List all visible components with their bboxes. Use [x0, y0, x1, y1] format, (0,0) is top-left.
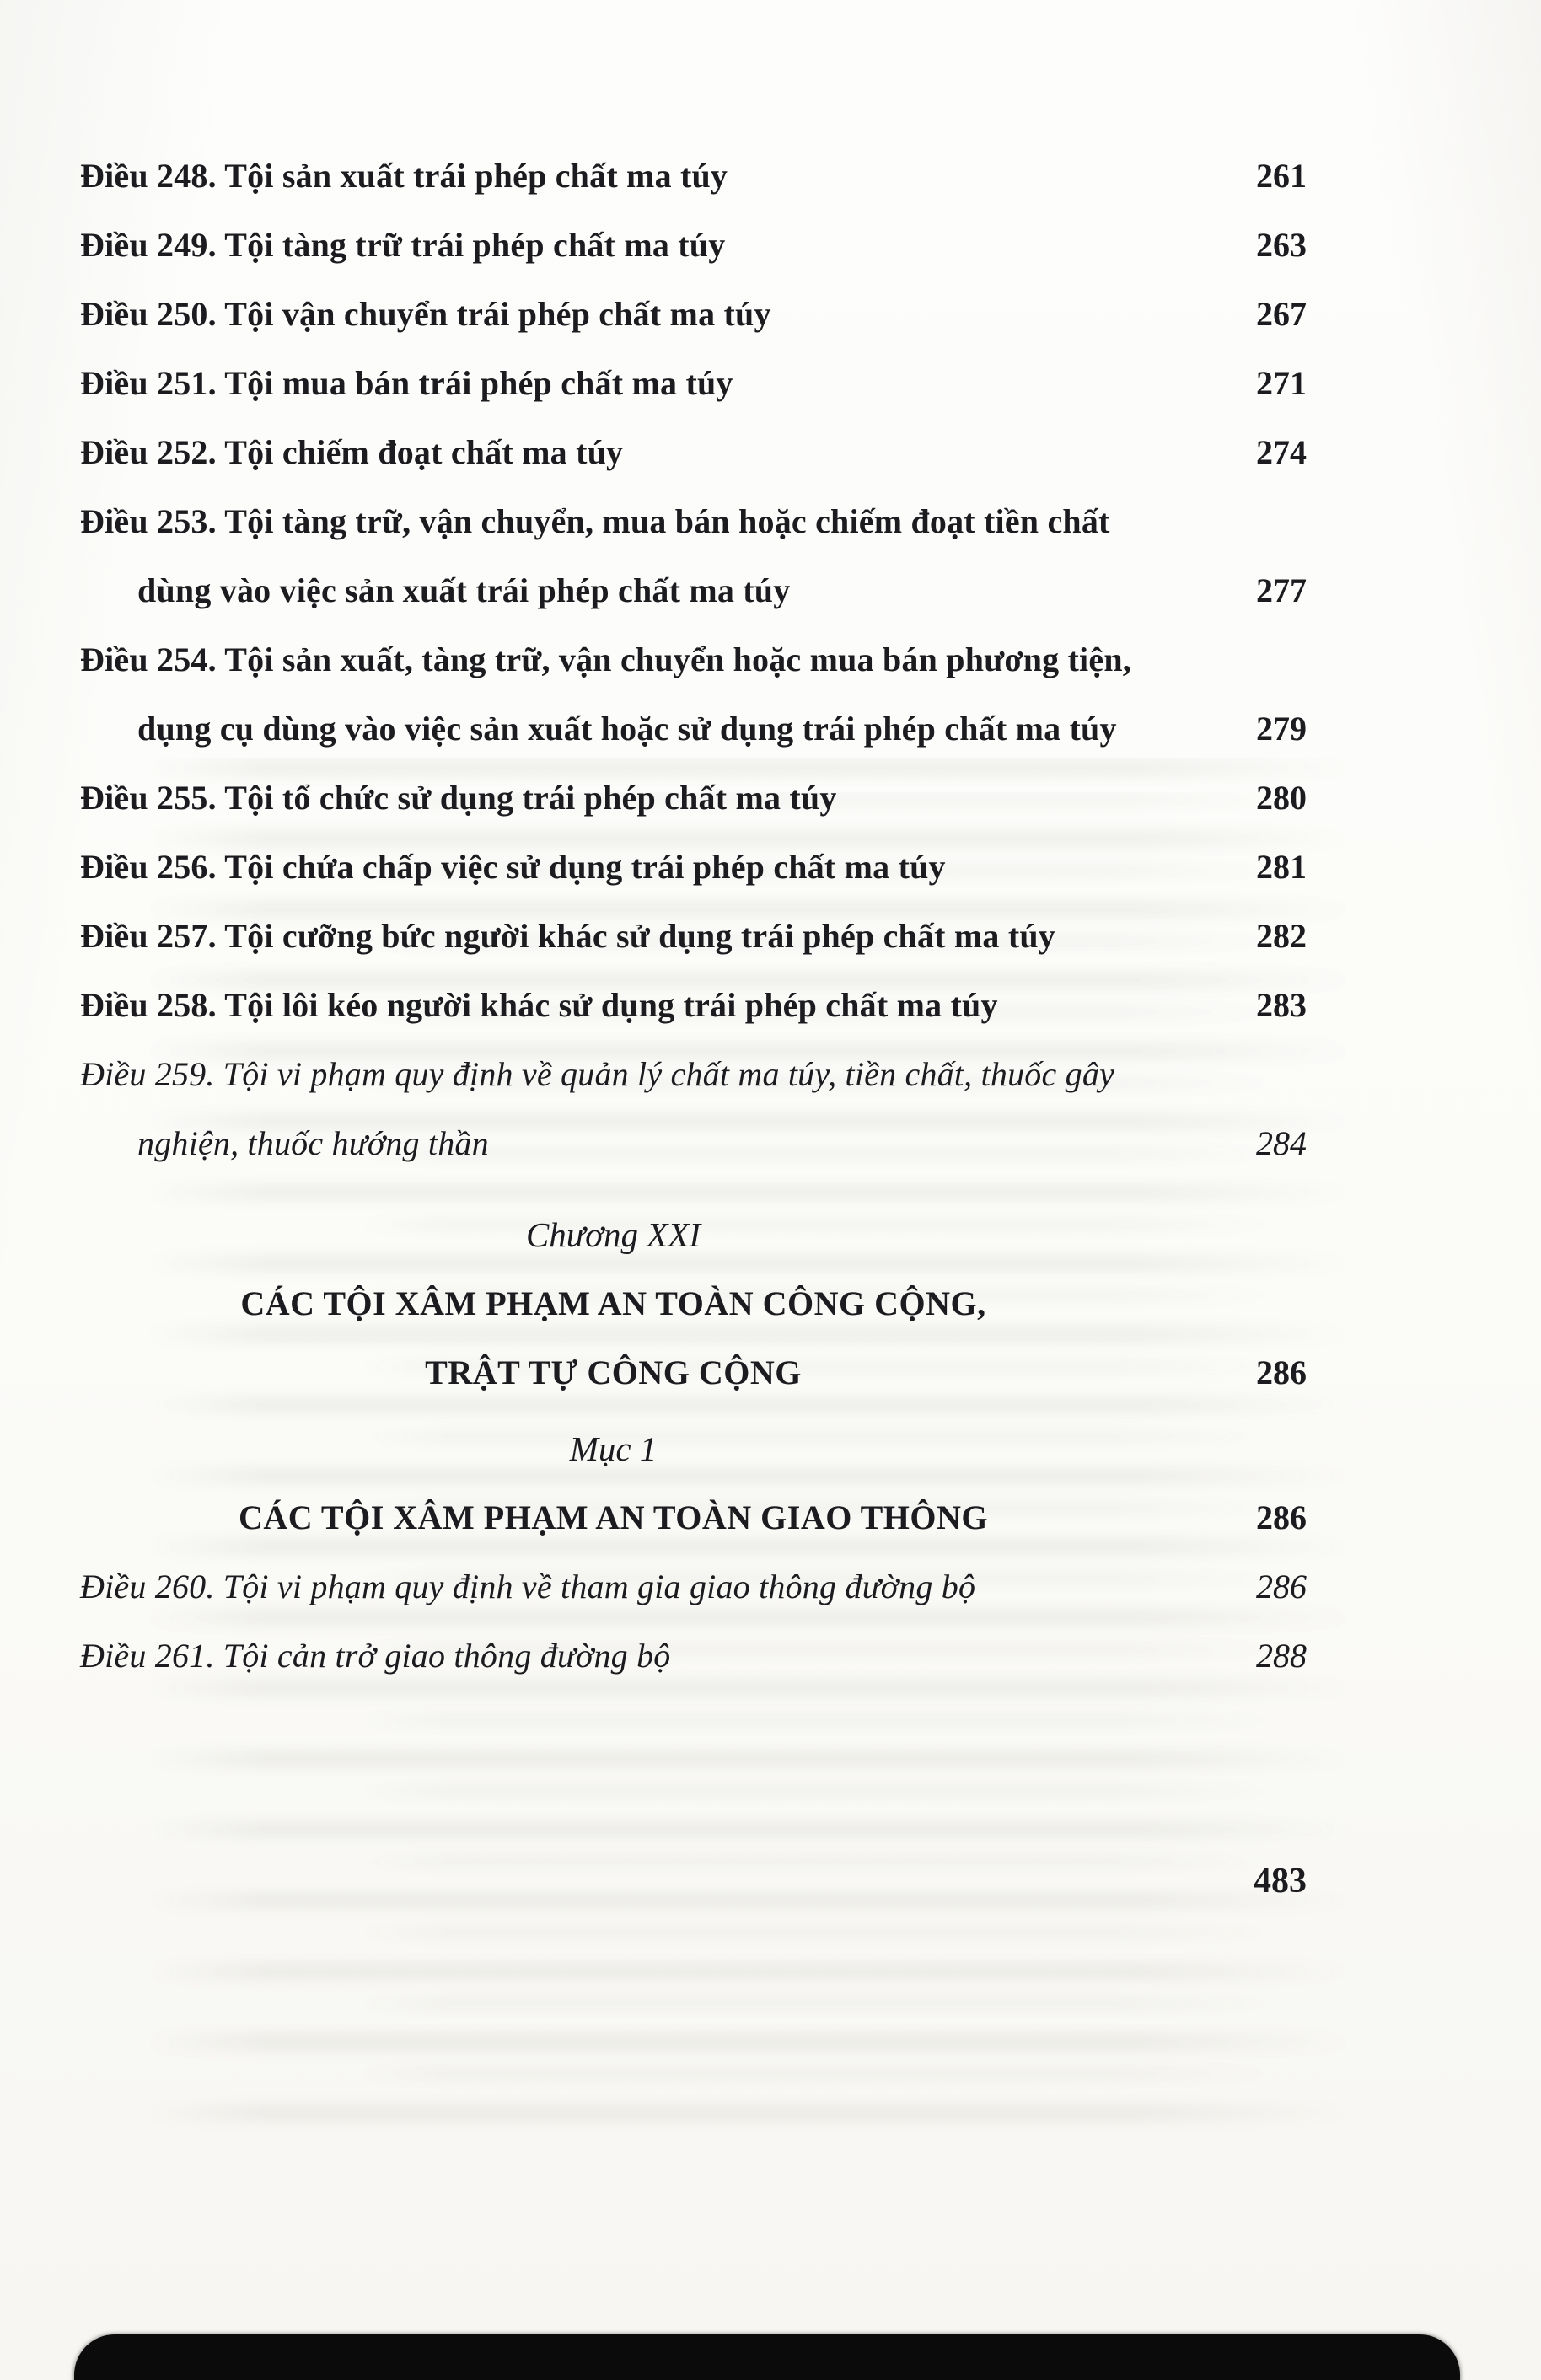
toc-entry-page: 279 [1256, 710, 1307, 748]
chapter-title [80, 1269, 1146, 1407]
toc-entry-page: 288 [1256, 1637, 1307, 1675]
toc-entry-dieu-251 [80, 349, 1307, 418]
toc-entry-dieu-254 [80, 625, 1307, 764]
section-heading-row [80, 1483, 1307, 1552]
toc-entry-text: Điều 260. Tội vi phạm quy định về tham gia giao thông đường bộ [80, 1568, 976, 1605]
toc-entry-dieu-250 [80, 280, 1307, 349]
toc-entry-text: Điều 255. Tội tổ chức sử dụng trái phép chất ma túy [80, 779, 837, 817]
toc-entry-text: Điều 252. Tội chiếm đoạt chất ma túy [80, 433, 624, 471]
toc-entry-page: 284 [1256, 1124, 1307, 1162]
toc-entry-dieu-259 [80, 1040, 1307, 1178]
section-page: 286 [1256, 1498, 1307, 1536]
toc-entry-page: 282 [1256, 917, 1307, 955]
chapter-label: Chương XXI [525, 1215, 701, 1254]
toc-entry-dieu-260 [80, 1552, 1307, 1622]
scan-edge-bar [74, 2334, 1460, 2380]
toc-entry-page: 277 [1256, 571, 1307, 609]
toc-entry-text: Điều 257. Tội cưỡng bức người khác sử dụng trái phép chất ma túy [80, 917, 1055, 955]
toc-entry-text: Điều 250. Tội vận chuyển trái phép chất ma túy [80, 295, 771, 333]
toc-entry-page: 283 [1256, 986, 1307, 1024]
toc-entry-text: Điều 258. Tội lôi kéo người khác sử dụng trái phép chất ma túy [80, 986, 998, 1024]
toc-entry-dieu-257 [80, 902, 1307, 971]
toc-entry-text: Điều 248. Tội sản xuất trái phép chất ma túy [80, 157, 728, 195]
toc-entry-page: 281 [1256, 848, 1307, 886]
toc-entry-dieu-261 [80, 1622, 1307, 1691]
toc-entry-page: 274 [1256, 433, 1307, 471]
toc-entry-dieu-258 [80, 971, 1307, 1040]
toc-entry-page: 261 [1256, 157, 1307, 195]
toc-entry-dieu-253 [80, 487, 1307, 625]
toc-entry-page: 267 [1256, 295, 1307, 333]
chapter-heading-row [80, 1269, 1307, 1407]
toc-entry-text: Điều 261. Tội cản trở giao thông đường bộ [80, 1637, 671, 1675]
toc-entry-text: Điều 249. Tội tàng trữ trái phép chất ma túy [80, 226, 726, 264]
toc-entry-dieu-252 [80, 418, 1307, 487]
toc-entry-dieu-249 [80, 211, 1307, 280]
toc-entry-page: 263 [1256, 226, 1307, 264]
toc-entry-dieu-255 [80, 764, 1307, 833]
chapter-page: 286 [1256, 1353, 1307, 1391]
toc-entry-text: Điều 253. Tội tàng trữ, vận chuyển, mua bán hoặc chiếm đoạt tiền chất dùng vào việc sản xuất trái phép chất ma túy [80, 502, 1110, 609]
chapter-title-line-2: TRẬT TỰ CÔNG CỘNG [425, 1353, 802, 1391]
chapter-title-line-1: CÁC TỘI XÂM PHẠM AN TOÀN CÔNG CỘNG, [240, 1284, 986, 1322]
table-of-contents [80, 142, 1307, 1916]
section-label: Mục 1 [569, 1429, 658, 1468]
folio-page-number: 483 [1254, 1862, 1307, 1900]
toc-entry-text: Điều 251. Tội mua bán trái phép chất ma túy [80, 364, 733, 402]
toc-entry-text: Điều 256. Tội chứa chấp việc sử dụng trái phép chất ma túy [80, 848, 946, 886]
toc-entry-text: Điều 254. Tội sản xuất, tàng trữ, vận chuyển hoặc mua bán phương tiện, dụng cụ dùng vào việc sản xuất hoặc sử dụng trái phép chất ma túy [80, 641, 1131, 748]
toc-entry-text: Điều 259. Tội vi phạm quy định về quản lý chất ma túy, tiền chất, thuốc gây nghiện, thuốc hướng thần [80, 1055, 1114, 1162]
toc-entry-dieu-248 [80, 142, 1307, 211]
toc-entry-page: 286 [1256, 1568, 1307, 1605]
section-title: CÁC TỘI XÂM PHẠM AN TOÀN GIAO THÔNG [238, 1498, 989, 1536]
toc-entry-dieu-256 [80, 833, 1307, 902]
toc-entry-page: 271 [1256, 364, 1307, 402]
toc-entry-page: 280 [1256, 779, 1307, 817]
